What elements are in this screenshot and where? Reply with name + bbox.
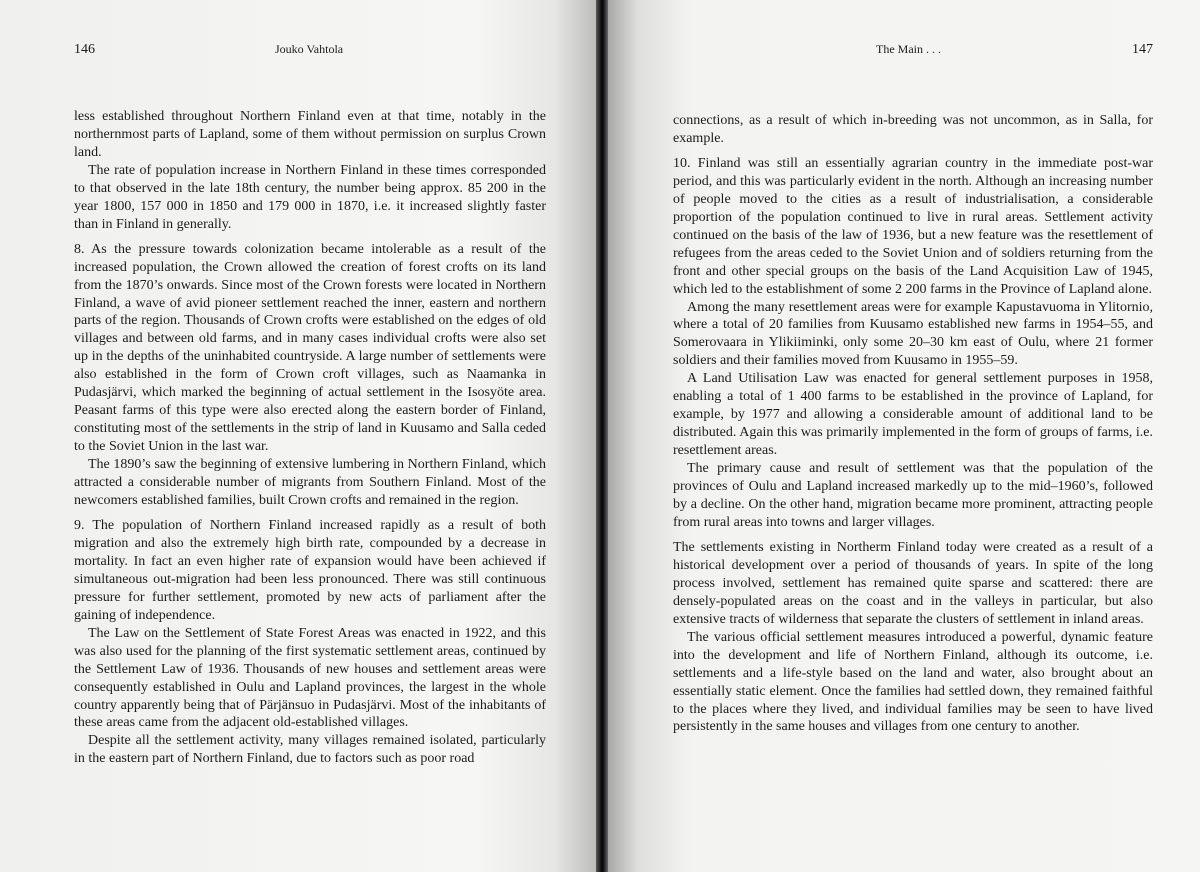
paragraph: connections, as a result of which in-breeding was not uncommon, as in Salla, for example. (673, 113, 1153, 146)
paragraph: The primary cause and result of settlement was that the population of the provinces of Oulu and Lapland increased markedly up to the mid–1960’s, followed by a decline. On the other hand, migration became more prominent, attracting people from rural areas into towns and larger villages. (673, 461, 1153, 530)
running-head: The Main . . . (876, 42, 941, 56)
page-number: 147 (1132, 42, 1153, 57)
section-paragraph: 8. As the pressure towards colonization became intolerable as a result of the increased population, the Crown allowed the creation of forest crofts on its land from the 1870’s onwards. Since most of the Crown forests were located in Northern Finland, a wave of avid pioneer settlement reached the inner, eastern and northern parts of the region. Thousands of Crown crofts were established on the edges of old villages and between old farms, and in many cases individual crofts were also set up in the depths of the uninhabited countryside. A large number of settlements were also established in the form of Crown croft villages, such as Naamanka in Pudasjärvi, which marked the beginning of actual settlement in the Isosyöte area. Peasant farms of this type were also erected along the eastern border of Finland, constituting most of the settlements in the strip of land in Kuusamo and Salla ceded to the Soviet Union in the last war. (74, 241, 546, 455)
section-paragraph: The settlements existing in Northerm Finland today were created as a result of a historical development over a period of thousands of years. In spite of the long process involved, settlement has remained quite sparse and scattered: there are densely-populated areas on the coast and in the valleys in particular, but also extensive tracts of wilderness that separate the clusters of settlement in inland areas. (673, 539, 1153, 627)
paragraph: The 1890’s saw the beginning of extensive lumbering in Northern Finland, which attracted a considerable number of migrants from Southern Finland. Most of the newcomers established families, built Crown crofts and remained in the region. (74, 457, 546, 509)
book-gutter (596, 0, 608, 872)
left-page (0, 0, 596, 872)
body-text (673, 112, 1153, 736)
right-page (608, 0, 1200, 872)
paragraph: The various official settlement measures introduced a powerful, dynamic feature into the development and life of Northern Finland, although its outcome, i.e. settlements and a life-style based on the land and water, also brought about an essentially static element. Once the families had settled down, they remained faithful to the places where they lived, and individual families may be seen to have lived persistently in the same houses and villages from one century to another. (673, 629, 1153, 735)
paragraph: A Land Utilisation Law was enacted for general settlement purposes in 1958, enabling a total of 1 400 farms to be established in the province of Lapland, for example, by 1977 and allowing a considerable amount of additional land to be distributed. Again this was primarily implemented in the form of groups of farms, i.e. resettlement areas. (673, 371, 1153, 459)
section-paragraph: 10. Finland was still an essentially agrarian country in the immediate post-war period, and this was particularly evident in the north. Although an increasing number of people moved to the cities as a result of industrialisation, a considerable proportion of the population continued to live in rural areas. Settlement activity continued on the basis of the law of 1936, but a new feature was the resettlement of refugees from the areas ceded to the Soviet Union and of soldiers returning from the front and other special groups on the basis of the Land Acquisition Law of 1945, which led to the establishment of some 2 200 farms in the Province of Lapland alone. (673, 155, 1153, 297)
paragraph: The rate of population increase in Northern Finland in these times corresponded to that observed in the late 18th century, the number being approx. 85 200 in the year 1800, 157 000 in 1850 and 179 000 in 1870, i.e. it increased slightly faster than in Finland in generally. (74, 162, 546, 232)
body-text (74, 108, 546, 768)
paragraph: The Law on the Settlement of State Forest Areas was enacted in 1922, and this was also used for the planning of the first systematic settlement areas, continued by the Settlement Law of 1936. Thousands of new houses and settlement areas were consequently established in Oulu and Lapland provinces, the largest in the whole country apparently being that of Pärjänsuo in Pudasjärvi. Most of the inhabitants of these areas came from the adjacent old-established villages. (74, 625, 546, 731)
paragraph: Among the many resettlement areas were for example Kapustavuoma in Ylitornio, where a total of 20 families from Kuusamo established new farms in 1954–55, and Somerovaara in Ylikiiminki, only some 20–30 km east of Oulu, where 21 former soldiers and their families moved from Kuusamo in 1955–59. (673, 299, 1153, 369)
page-number: 146 (74, 42, 95, 57)
paragraph: Despite all the settlement activity, many villages remained isolated, particularly in the eastern part of Northern Finland, due to factors such as poor road (74, 733, 546, 767)
section-paragraph: 9. The population of Northern Finland increased rapidly as a result of both migration and also the extremely high birth rate, compounded by a decrease in mortality. In fact an even higher rate of expansion would have been achieved if simultaneous out-migration had been less pronounced. There was still continuous pressure for further settlement, promoted by new acts of parliament after the gaining of independence. (74, 517, 546, 623)
paragraph: less established throughout Northern Finland even at that time, notably in the northernmost parts of Lapland, some of them without permission on surplus Crown land. (74, 109, 546, 160)
running-head: Jouko Vahtola (275, 42, 344, 56)
